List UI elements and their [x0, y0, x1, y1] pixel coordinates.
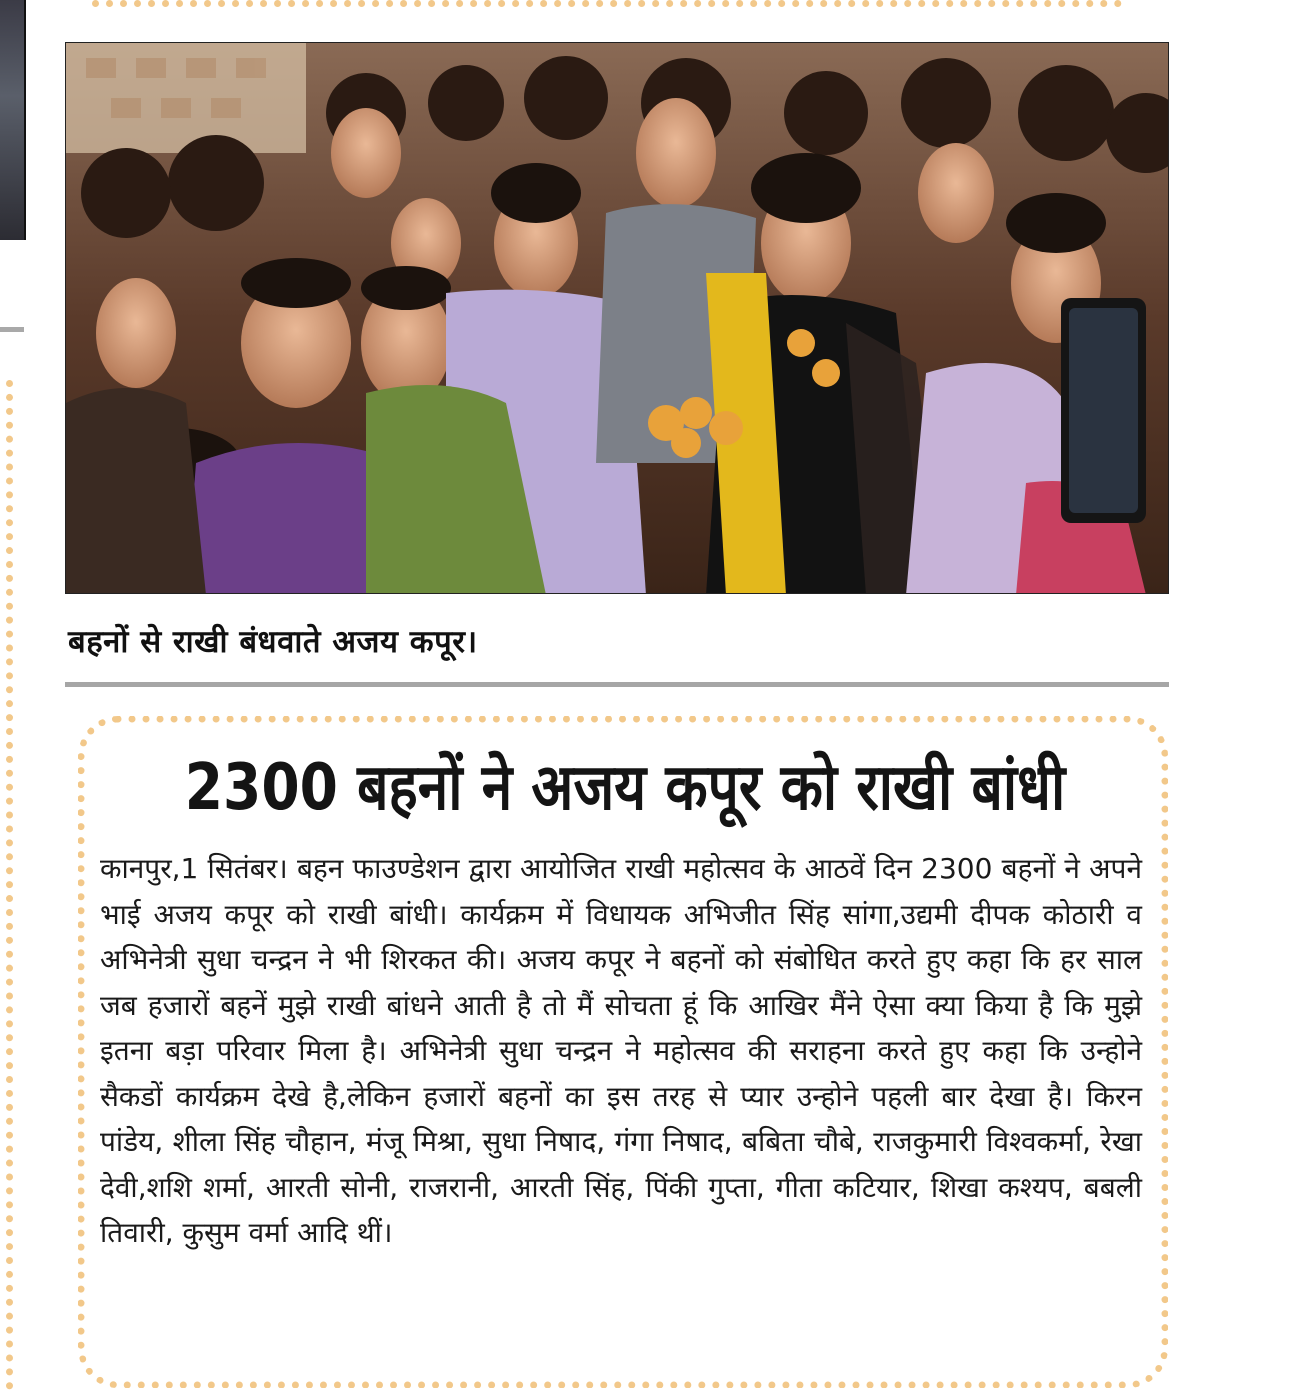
adjacent-rule: [0, 327, 24, 332]
caption-divider: [65, 682, 1169, 687]
left-dotted-border: [6, 380, 13, 1390]
article-headline: 2300 बहनों ने अजय कपूर को राखी बांधी: [184, 751, 1066, 825]
adjacent-photo-edge: [0, 0, 26, 240]
top-dotted-border: [92, 0, 1122, 15]
article-body: कानपुर,1 सितंबर। बहन फाउण्डेशन द्वारा आयोजित राखी महोत्सव के आठवें दिन 2300 बहनों ने अपने भाई अजय कपूर को राखी बांधी। कार्यक्रम में विधायक अभिजीत सिंह सांगा,उद्यमी दीपक कोठारी व अभिनेत्री सुधा चन्द्रन ने भी शिरकत की। अजय कपूर ने बहनों को संबोधित करते हुए कहा कि हर साल जब हजारों बहनें मुझे राखी बांधने आती है तो मैं सोचता हूं कि आखिर मैंने ऐसा क्या किया है कि मुझे इतना बड़ा परिवार मिला है। अभिनेत्री सुधा चन्द्रन ने महोत्सव की सराहना करते हुए कहा कि उन्होने सैकडों कार्यक्रम देखे है,लेकिन हजारों बहनों का इस तरह से प्यार उन्होने पहली बार देखा है। किरन पांडेय, शीला सिंह चौहान, मंजू मिश्रा, सुधा निषाद, गंगा निषाद, बबिता चौबे, राजकुमारी विश्वकर्मा, रेखा देवी,शशि शर्मा, आरती सोनी, राजरानी, आरती सिंह, पिंकी गुप्ता, गीता कटियार, शिखा कश्यप, बबली तिवारी, कुसुम वर्मा आदि थीं।: [100, 852, 1142, 1249]
photo-caption: बहनों से राखी बंधवाते अजय कपूर।: [68, 624, 478, 660]
news-photo: [65, 42, 1169, 594]
